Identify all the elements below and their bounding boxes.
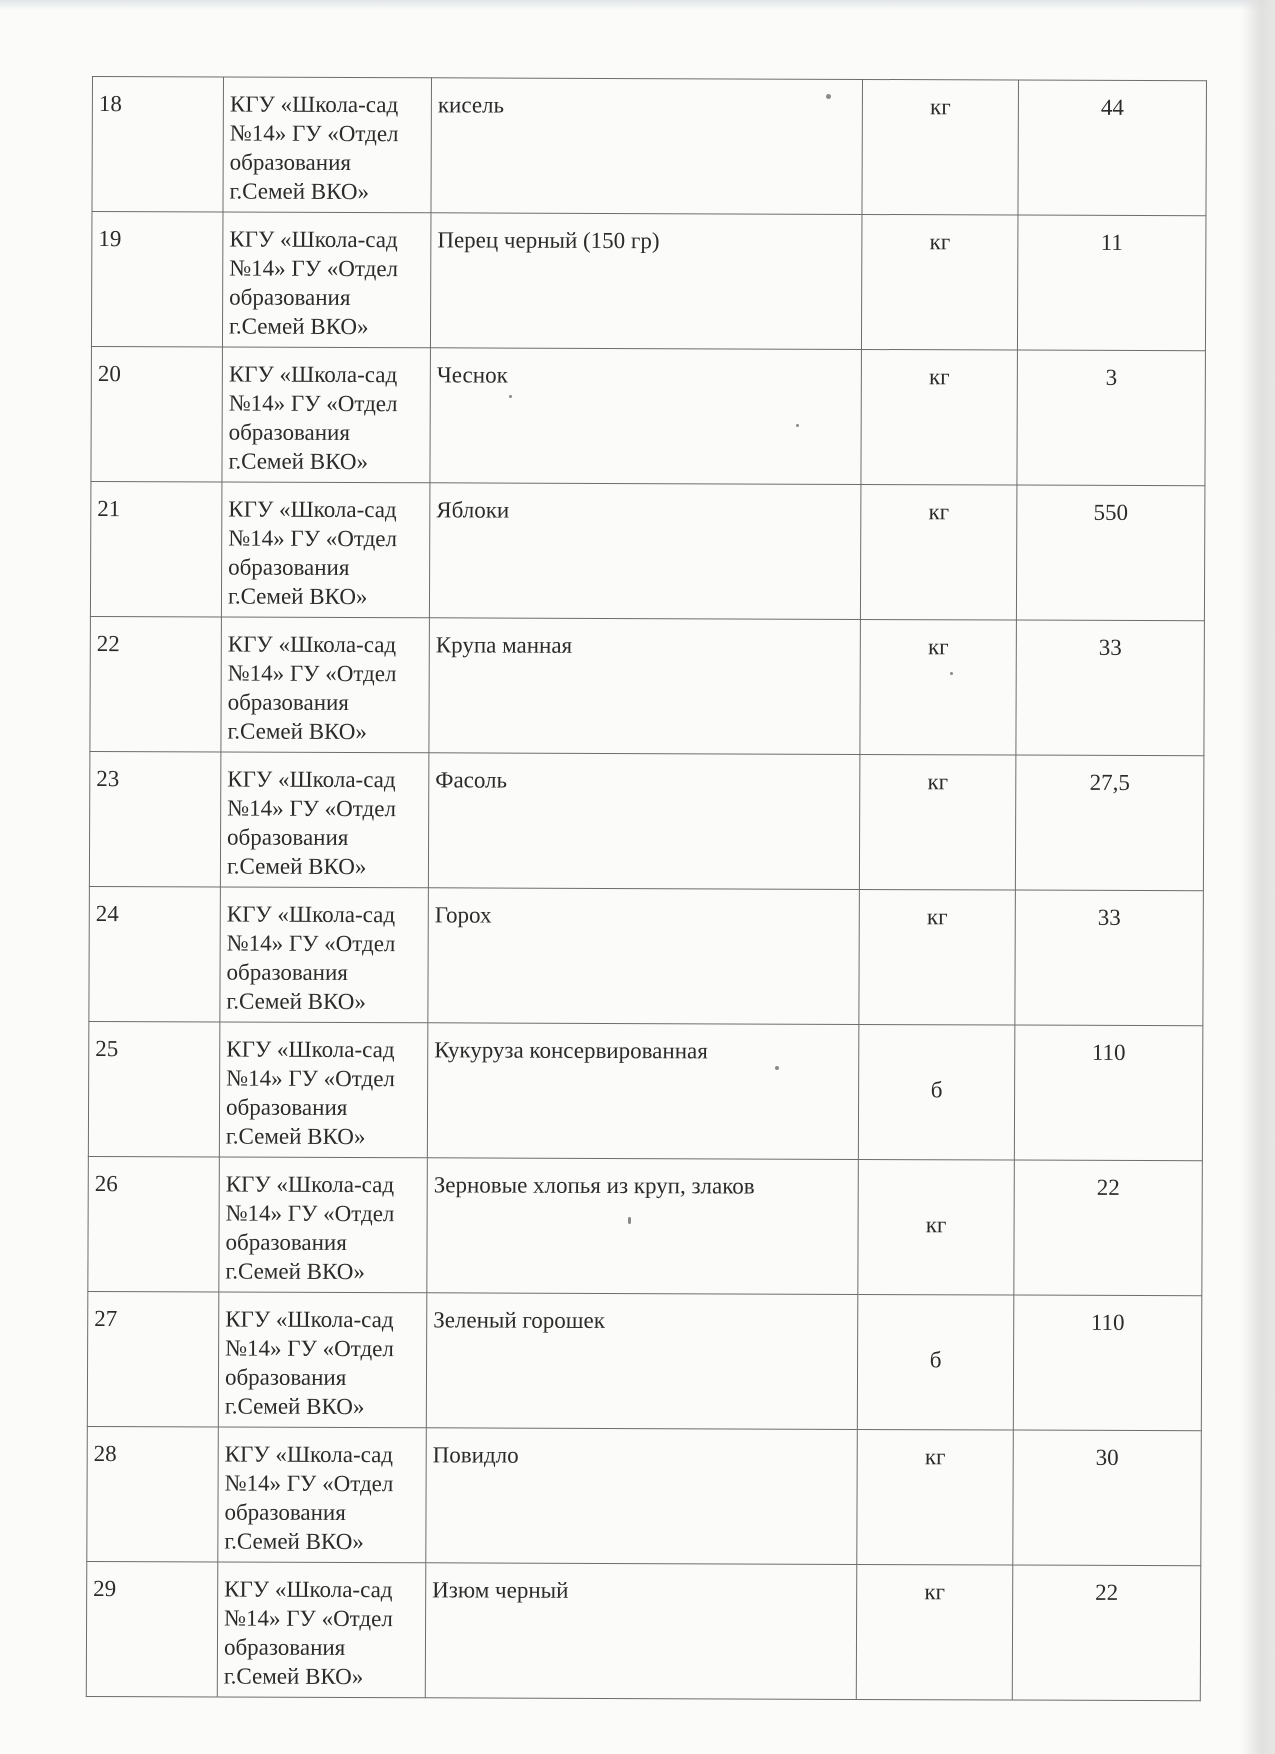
organization-line: образования [229, 149, 352, 175]
row-number: 29 [86, 1561, 218, 1697]
scan-speck [509, 395, 512, 398]
organization-line: КГУ «Школа-сад [229, 91, 399, 118]
table-row [87, 1291, 1202, 1430]
organization-line: КГУ «Школа-сад [225, 1306, 394, 1333]
organization-line: образования [227, 689, 349, 715]
organization-line: г.Семей ВКО» [228, 448, 369, 475]
table-row [90, 481, 1205, 620]
table-row [88, 1021, 1203, 1160]
organization-line: КГУ «Школа-сад [225, 1171, 395, 1198]
table-row [86, 1561, 1201, 1700]
organization-line: КГУ «Школа-сад [227, 631, 397, 658]
organization-line: №14» ГУ «Отдел [227, 660, 397, 687]
organization-line: образования [227, 824, 349, 850]
organization-cell [222, 212, 431, 348]
unit-of-measure: кг [861, 214, 1018, 350]
table-row [90, 616, 1205, 755]
organization-line: образования [223, 1634, 346, 1660]
product-name: Зеленый горошек [426, 1293, 858, 1430]
organization-cell [217, 1562, 426, 1698]
organization-cell [218, 1427, 427, 1563]
organization-line: г.Семей ВКО» [224, 1393, 365, 1420]
table-row [89, 751, 1204, 890]
row-number: 19 [91, 212, 223, 348]
organization-line: образования [229, 284, 351, 310]
row-number: 24 [89, 886, 221, 1022]
scan-speck [950, 672, 953, 675]
unit-of-measure: б [857, 1294, 1014, 1430]
organization-line: г.Семей ВКО» [225, 1258, 365, 1285]
table-row [87, 1426, 1202, 1565]
organization-line: №14» ГУ «Отдел [224, 1605, 393, 1632]
organization-line: КГУ «Школа-сад [228, 361, 398, 388]
row-number: 27 [87, 1291, 219, 1427]
product-name: Горох [428, 888, 860, 1025]
unit-of-measure: кг [860, 619, 1017, 755]
product-name: Кукуруза консервированная [427, 1023, 859, 1160]
product-name: Изюм черный [425, 1563, 857, 1700]
quantity: 44 [1018, 80, 1207, 216]
product-name: Крупа манная [429, 618, 861, 755]
row-number: 20 [91, 346, 223, 482]
products-table [86, 76, 1207, 1701]
row-number: 23 [89, 751, 221, 887]
scan-top-edge [0, 0, 1275, 10]
organization-cell [218, 1292, 427, 1428]
organization-line: г.Семей ВКО» [225, 1123, 366, 1150]
scan-speck [826, 94, 831, 99]
organization-line: г.Семей ВКО» [229, 178, 370, 205]
unit-of-measure: б [858, 1024, 1015, 1160]
organization-line: образования [224, 1499, 346, 1525]
organization-cell [221, 482, 430, 618]
organization-cell [220, 887, 429, 1023]
quantity: 30 [1013, 1430, 1202, 1566]
organization-line: образования [228, 554, 350, 580]
quantity: 3 [1017, 350, 1206, 486]
table-row [91, 212, 1206, 351]
table-row [92, 77, 1207, 216]
organization-line: образования [224, 1364, 347, 1390]
unit-of-measure: кг [857, 1429, 1014, 1565]
quantity: 33 [1015, 890, 1204, 1026]
organization-line: №14» ГУ «Отдел [227, 795, 397, 822]
unit-of-measure: кг [859, 754, 1016, 890]
table-row [91, 346, 1206, 485]
organization-line: образования [225, 1094, 348, 1120]
row-number: 21 [90, 481, 222, 617]
organization-line: образования [225, 1229, 347, 1255]
organization-line: №14» ГУ «Отдел [225, 1200, 395, 1227]
organization-line: №14» ГУ «Отдел [229, 120, 399, 147]
unit-of-measure: кг [856, 1564, 1013, 1700]
organization-line: КГУ «Школа-сад [226, 901, 396, 928]
table-row [89, 886, 1204, 1025]
organization-cell [219, 1022, 428, 1158]
unit-of-measure: кг [859, 889, 1016, 1025]
quantity: 550 [1016, 485, 1205, 621]
product-name: Чеснок [430, 348, 862, 485]
organization-line: №14» ГУ «Отдел [226, 1065, 395, 1092]
scan-right-edge [1241, 0, 1275, 1754]
organization-line: КГУ «Школа-сад [229, 226, 398, 253]
organization-line: №14» ГУ «Отдел [228, 390, 398, 417]
row-number: 28 [87, 1426, 219, 1562]
organization-line: образования [226, 959, 348, 985]
products-table-body [86, 77, 1206, 1701]
organization-line: образования [228, 419, 351, 445]
organization-line: КГУ «Школа-сад [224, 1576, 393, 1603]
unit-of-measure: кг [862, 79, 1019, 215]
row-number: 26 [88, 1156, 220, 1292]
quantity: 110 [1013, 1295, 1202, 1431]
unit-of-measure: кг [861, 349, 1018, 485]
quantity: 33 [1016, 620, 1205, 756]
row-number: 18 [92, 77, 224, 213]
unit-of-measure: кг [858, 1159, 1015, 1295]
organization-cell [223, 77, 432, 213]
row-number: 25 [88, 1021, 220, 1157]
organization-line: г.Семей ВКО» [228, 313, 369, 340]
quantity: 110 [1014, 1025, 1203, 1161]
organization-line: КГУ «Школа-сад [228, 496, 397, 523]
organization-line: №14» ГУ «Отдел [229, 255, 399, 282]
organization-line: г.Семей ВКО» [227, 718, 368, 745]
organization-line: КГУ «Школа-сад [227, 766, 396, 793]
quantity: 27,5 [1015, 755, 1204, 891]
unit-of-measure: кг [860, 484, 1017, 620]
scan-speck [628, 1217, 631, 1224]
organization-line: г.Семей ВКО» [223, 1663, 364, 1690]
organization-line: г.Семей ВКО» [224, 1528, 364, 1555]
organization-cell [219, 1157, 428, 1293]
table-row [88, 1156, 1203, 1295]
product-name: Яблоки [429, 483, 861, 620]
quantity: 22 [1012, 1565, 1201, 1701]
organization-line: г.Семей ВКО» [227, 583, 368, 610]
quantity: 11 [1017, 215, 1206, 351]
organization-line: КГУ «Школа-сад [226, 1036, 395, 1063]
organization-line: №14» ГУ «Отдел [228, 525, 398, 552]
organization-cell [221, 617, 430, 753]
organization-line: г.Семей ВКО» [226, 853, 367, 880]
document-page [86, 76, 1206, 1690]
organization-line: г.Семей ВКО» [226, 988, 366, 1015]
quantity: 22 [1014, 1160, 1203, 1296]
organization-cell [222, 347, 431, 483]
organization-line: №14» ГУ «Отдел [226, 930, 396, 957]
row-number: 22 [90, 616, 222, 752]
organization-line: №14» ГУ «Отдел [224, 1470, 394, 1497]
scan-speck [796, 424, 799, 427]
product-name: Зерновые хлопья из круп, злаков [427, 1158, 859, 1295]
scan-speck [775, 1066, 779, 1070]
organization-line: №14» ГУ «Отдел [225, 1335, 394, 1362]
product-name: Повидло [426, 1428, 858, 1565]
organization-cell [220, 752, 429, 888]
product-name: кисель [431, 78, 863, 215]
product-name: Фасоль [428, 753, 860, 890]
organization-line: КГУ «Школа-сад [224, 1441, 394, 1468]
product-name: Перец черный (150 гр) [430, 213, 862, 350]
